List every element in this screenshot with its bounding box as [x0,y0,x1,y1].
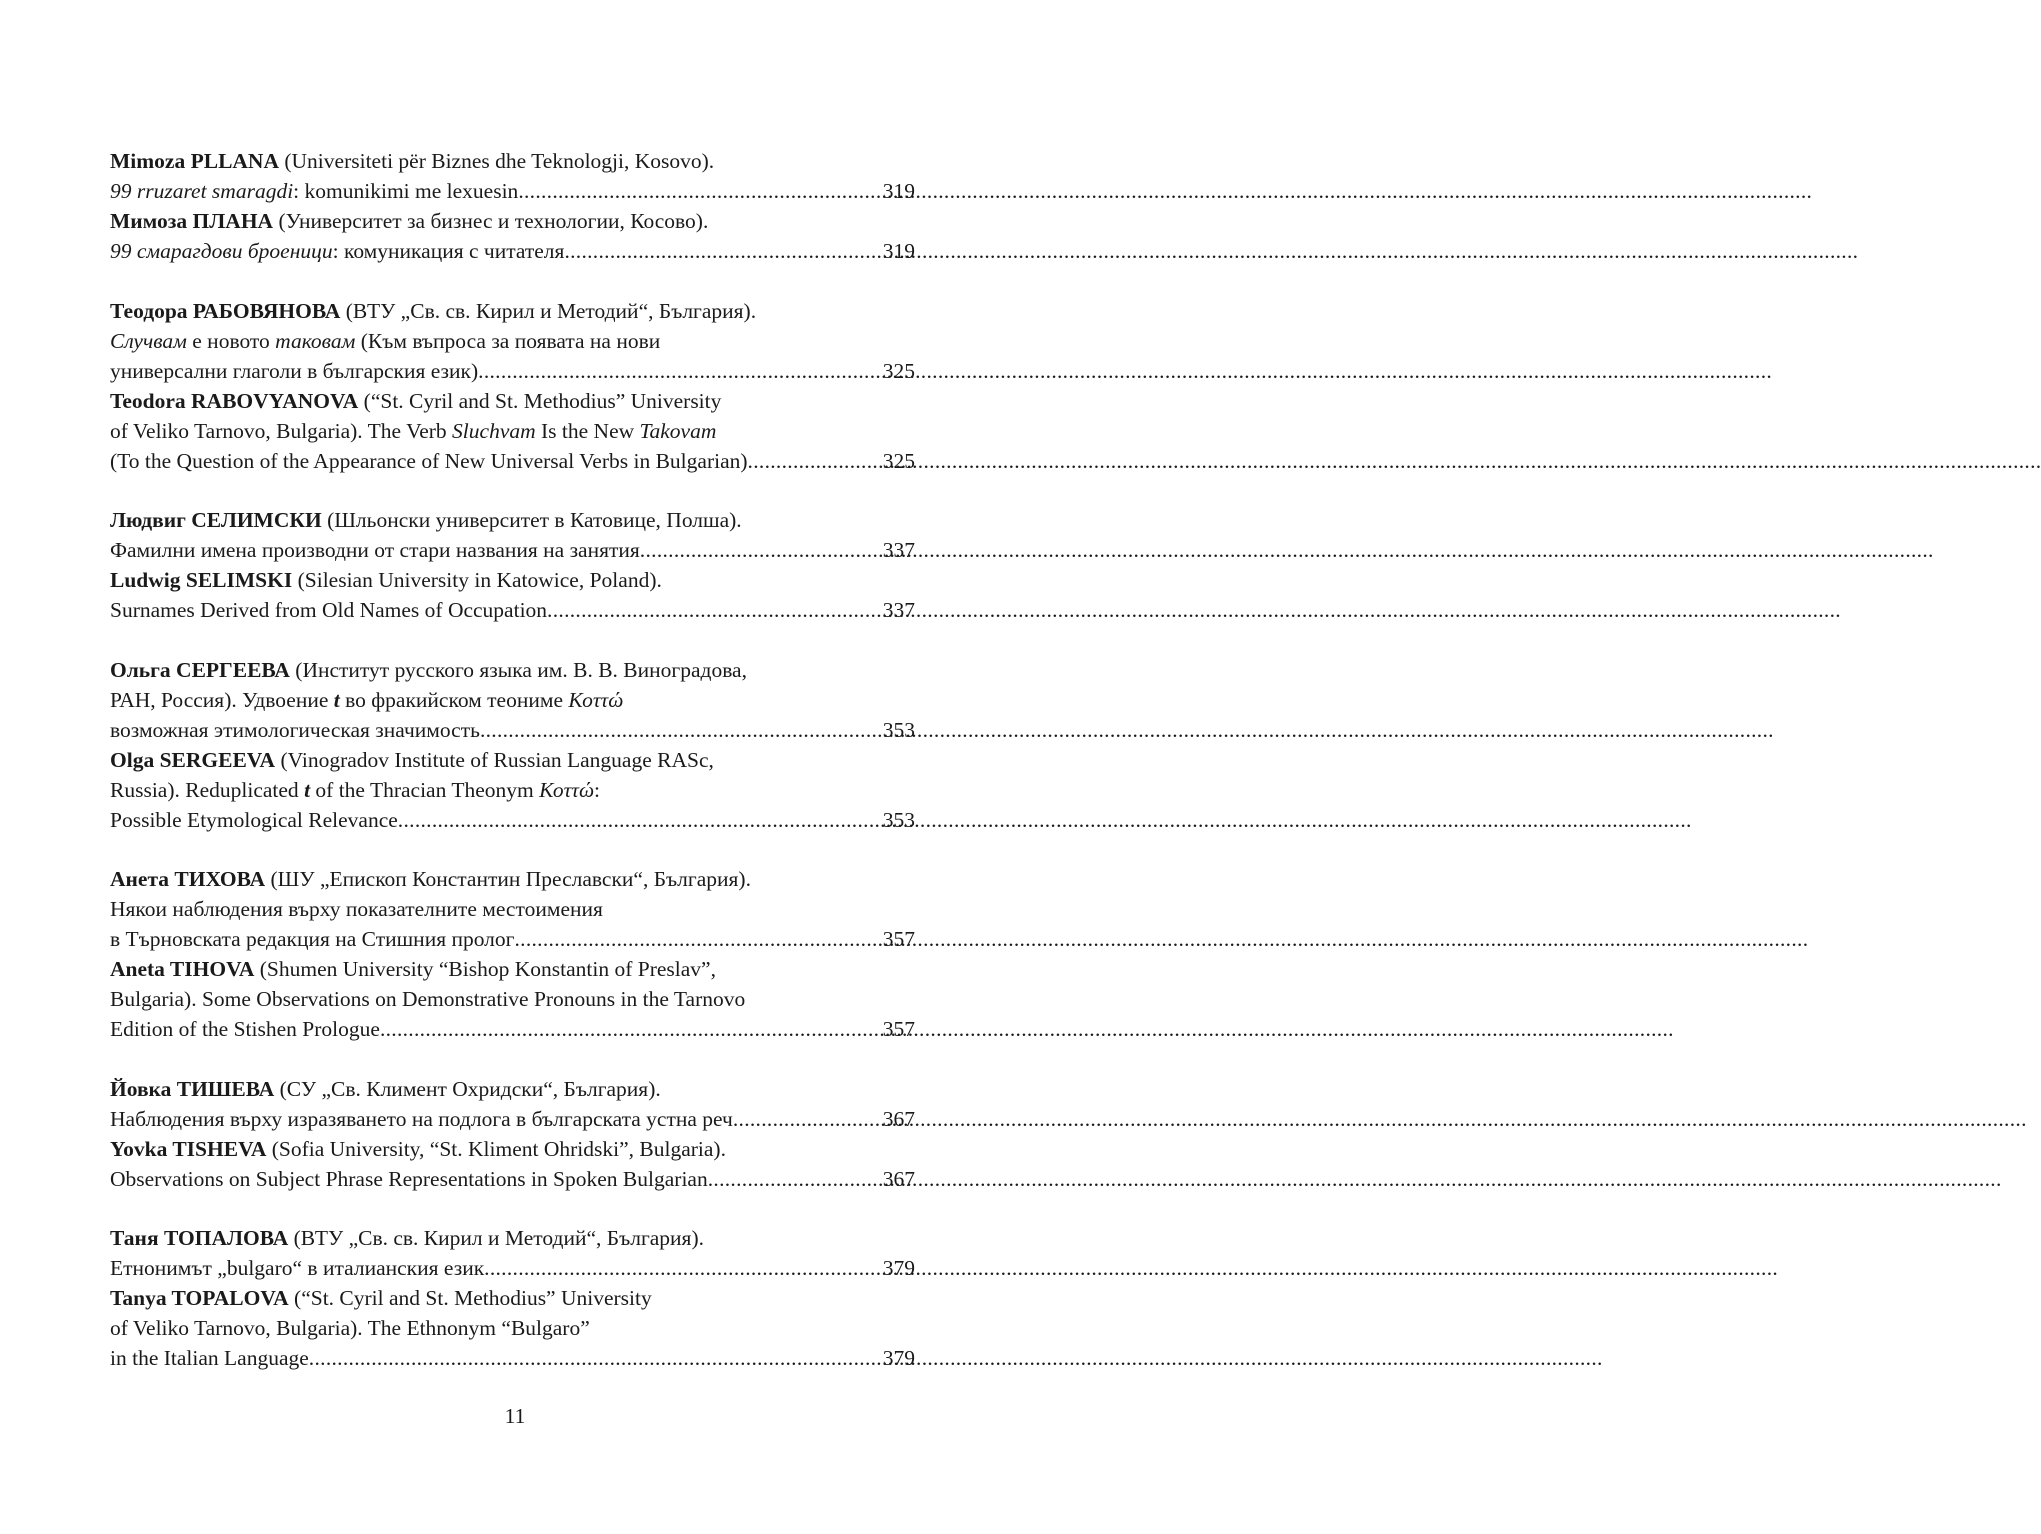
toc-entry-tihova [110,864,915,1044]
title-line[interactable]: Edition of the Stishen Prologue ..... 357 [110,1014,915,1044]
author-name: Olga SERGEEVA [110,747,276,772]
title-line[interactable]: возможная этимологическая значимость ..... 353 [110,715,915,745]
dot-leader [398,805,883,835]
dot-leader [514,924,882,954]
page-ref: 353 [882,717,915,742]
author-line: Teodora RABOVYANOVA (“St. Cyril and St. Methodius” University [110,388,722,413]
author-name: Ольга СЕРГЕЕВА [110,657,290,682]
author-name: Мимоза ПЛАНА [110,209,274,233]
title-line: Някои наблюдения върху показателните местоимения [110,897,603,921]
author-name: Йовка ТИШЕВА [110,1076,275,1101]
author-line: Aneta TIHOVA (Shumen University “Bishop Konstantin of Preslav”, [110,957,716,981]
page-ref: 367 [882,1106,915,1131]
page-ref: 357 [882,1017,915,1041]
title-line: РАН, Россия). Удвоение t во фракийском теониме Κοττώ [110,687,624,712]
dot-leader [564,236,882,266]
dot-leader [733,1104,883,1134]
title-line[interactable]: in the Italian Language ..... 379 [110,1343,915,1373]
title-line: Bulgaria). Some Observations on Demonstrative Pronouns in the Tarnovo [110,987,746,1011]
dot-leader [484,1253,883,1283]
page-ref: 337 [882,598,915,622]
author-name: Yovka TISHEVA [110,1136,267,1161]
table-of-contents [110,146,915,1403]
toc-entry-selimski [110,505,915,625]
toc-entry-sergeeva [110,655,915,835]
title-line: of Veliko Tarnovo, Bulgaria). The Ethnonym “Bulgaro” [110,1316,590,1340]
author-name: Таня ТОПАЛОВА [110,1226,289,1250]
author-line: Ludwig SELIMSKI (Silesian University in Katowice, Poland). [110,568,662,592]
dot-leader [518,176,882,206]
dot-leader [309,1343,883,1373]
title-line[interactable]: 99 rruzaret smaragdi: komunikimi me lexuesin ..... 319 [110,176,915,206]
author-name: Aneta TIHOVA [110,957,255,981]
author-name: Людвиг СЕЛИМСКИ [110,508,322,532]
title-line[interactable]: Етнонимът „bulgaro“ в италианския език ..... 379 [110,1253,915,1283]
title-line[interactable]: универсални глаголи в българския език) ..... 325 [110,356,915,386]
page-ref: 367 [882,1166,915,1191]
author-name: Mimoza PLLANA [110,149,279,173]
author-line: Mimoza PLLANA (Universiteti për Biznes dhe Teknologji, Kosovo). [110,149,715,173]
dot-leader [380,1014,883,1044]
author-line: Людвиг СЕЛИМСКИ (Шльонски университет в Катовице, Полша). [110,508,742,532]
page-ref: 325 [882,358,915,383]
title-line[interactable]: Observations on Subject Phrase Representations in Spoken Bulgarian ..... 367 [110,1164,915,1194]
page-ref: 319 [882,179,915,203]
title-line[interactable]: Possible Etymological Relevance ..... 353 [110,805,915,835]
author-name: Теодора РАБОВЯНОВА [110,298,341,323]
toc-entry-pllana [110,146,915,266]
toc-entry-rabovyanova [110,296,915,476]
author-line: Yovka TISHEVA (Sofia University, “St. Kliment Ohridski”, Bulgaria). [110,1136,726,1161]
page-ref: 353 [882,807,915,832]
page-ref: 337 [882,538,915,562]
author-line: Теодора РАБОВЯНОВА (ВТУ „Св. св. Кирил и Методий“, България). [110,298,757,323]
author-line: Анета ТИХОВА (ШУ „Епископ Константин Преславски“, България). [110,867,751,891]
author-name: Ludwig SELIMSKI [110,568,293,592]
title-line: Russia). Reduplicated t of the Thracian Theonym Κοττώ: [110,777,600,802]
title-line[interactable]: Наблюдения върху изразяването на подлога в българската устна реч ..... 367 [110,1104,915,1134]
dot-leader [708,1164,883,1194]
page-ref: 319 [882,239,915,263]
author-name: Анета ТИХОВА [110,867,266,891]
dot-leader [748,446,883,476]
author-line: Ольга СЕРГЕЕВА (Институт русского языка им. В. В. Виноградова, [110,657,747,682]
author-line: Йовка ТИШЕВА (СУ „Св. Климент Охридски“, България). [110,1076,661,1101]
dot-leader [547,595,883,625]
page-number: 11 [504,1404,526,1428]
title-line: of Veliko Tarnovo, Bulgaria). The Verb Sluchvam Is the New Takovam [110,418,717,443]
dot-leader [480,715,883,745]
dot-leader [640,535,883,565]
page-ref: 379 [882,1346,915,1370]
title-line[interactable]: в Търновската редакция на Стишния пролог ..... 357 [110,924,915,954]
toc-entry-topalova [110,1223,915,1373]
title-line[interactable]: Фамилни имена производни от стари названия на занятия ..... 337 [110,535,915,565]
toc-entry-tisheva [110,1074,915,1194]
title-line[interactable]: 99 смарагдови броеници: комуникация с читателя ..... 319 [110,236,915,266]
author-name: Tanya TOPALOVA [110,1286,289,1310]
page-ref: 379 [882,1256,915,1280]
author-line: Мимоза ПЛАНА (Университет за бизнес и технологии, Косово). [110,209,709,233]
author-line: Olga SERGEEVA (Vinogradov Institute of Russian Language RASc, [110,747,714,772]
author-line: Таня ТОПАЛОВА (ВТУ „Св. св. Кирил и Методий“, България). [110,1226,704,1250]
dot-leader [478,356,883,386]
title-line[interactable]: (To the Question of the Appearance of New Universal Verbs in Bulgarian) ..... 325 [110,446,915,476]
page-ref: 357 [882,927,915,951]
title-line[interactable]: Surnames Derived from Old Names of Occupation ..... 337 [110,595,915,625]
page-ref: 325 [882,448,915,473]
title-line: Случвам е новото таковам (Към въпроса за появата на нови [110,328,661,353]
author-line: Tanya TOPALOVA (“St. Cyril and St. Methodius” University [110,1286,652,1310]
author-name: Teodora RABOVYANOVA [110,388,359,413]
